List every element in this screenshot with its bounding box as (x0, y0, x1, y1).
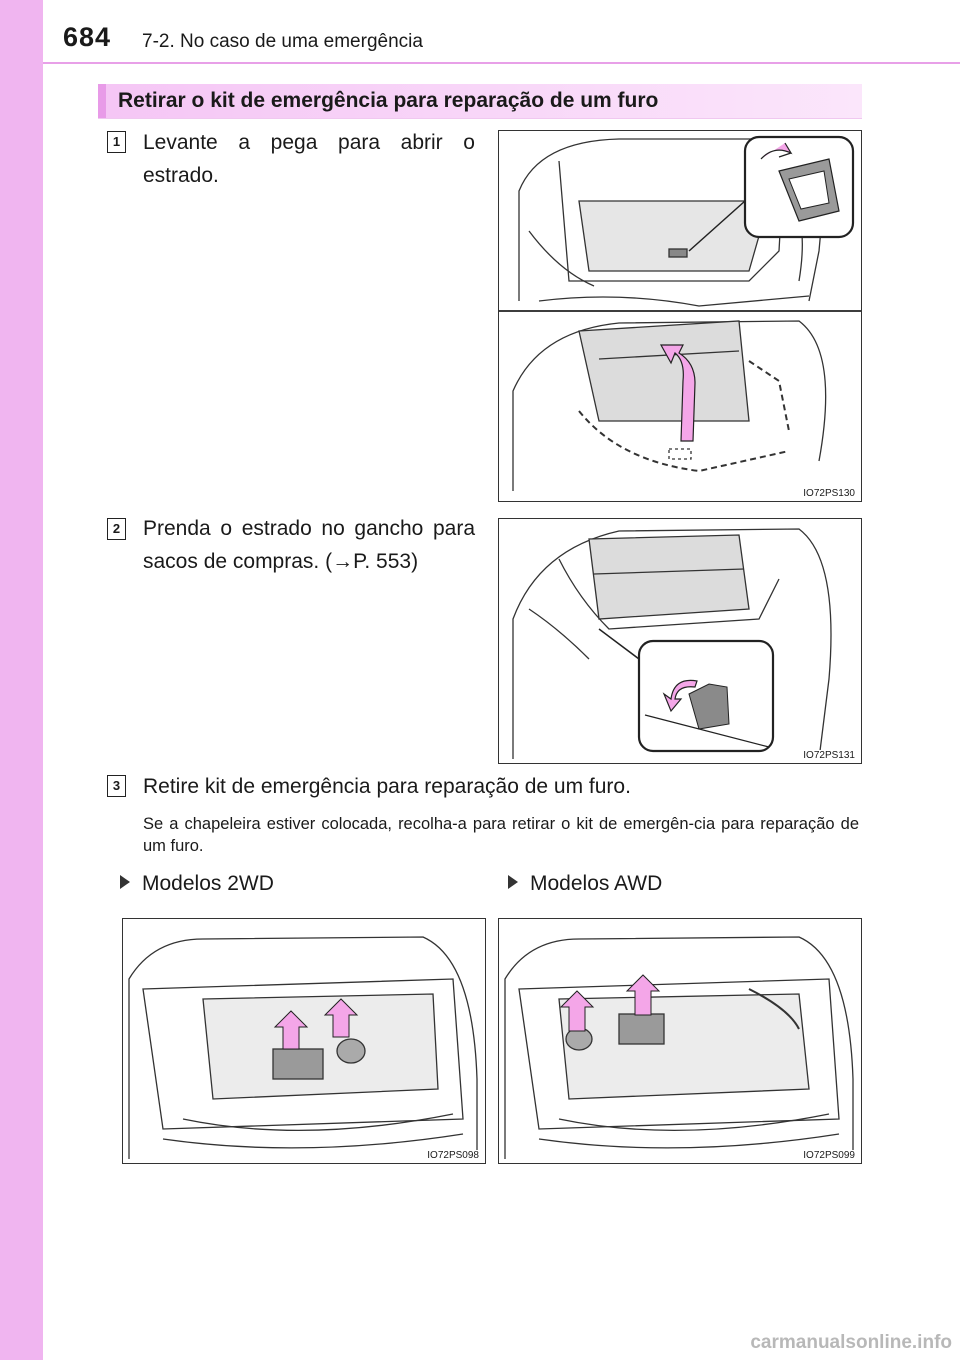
model-awd-text: Modelos AWD (530, 872, 663, 895)
figure-code-3: IO72PS098 (427, 1150, 479, 1161)
figure-code-4: IO72PS099 (803, 1150, 855, 1161)
step-number-3: 3 (107, 775, 126, 797)
figure-2wd-kit (122, 918, 486, 1164)
shopping-hook-illustration (499, 519, 862, 764)
step-3-text: Retire kit de emergência para reparação de um furo. (143, 775, 631, 798)
model-2wd-text: Modelos 2WD (142, 872, 274, 895)
bullet-triangle-icon (120, 875, 130, 889)
side-color-band (0, 0, 43, 1360)
step-2-text: Prenda o estrado no gancho para sacos de compras. (→P. 553) (143, 517, 475, 573)
header-divider (43, 62, 960, 64)
bullet-triangle-icon (508, 875, 518, 889)
model-label-awd (508, 872, 662, 896)
step-number-1: 1 (107, 131, 126, 153)
page-number: 684 (63, 22, 112, 52)
kit-awd-illustration (499, 919, 862, 1164)
model-label-2wd (120, 872, 274, 896)
section-divider (98, 118, 862, 119)
watermark: carmanualsonline.info (750, 1332, 952, 1353)
section-title: Retirar o kit de emergência para reparação de um furo (98, 84, 862, 118)
cargo-floor-illustration (499, 131, 862, 502)
step-number-2: 2 (107, 518, 126, 540)
kit-2wd-illustration (123, 919, 486, 1164)
figure-awd-kit (498, 918, 862, 1164)
chapter-title: 7-2. No caso de uma emergência (142, 31, 423, 52)
step-1-text: Levante a pega para abrir o estrado. (143, 131, 475, 187)
figure-code-2: IO72PS131 (803, 750, 855, 761)
figure-code-1: IO72PS130 (803, 488, 855, 499)
step-3-note: Se a chapeleira estiver colocada, recolha-a para retirar o kit de emergên-cia para reparação de um furo. (143, 815, 859, 855)
figure-open-floor (498, 130, 862, 502)
figure-hook-floor (498, 518, 862, 764)
